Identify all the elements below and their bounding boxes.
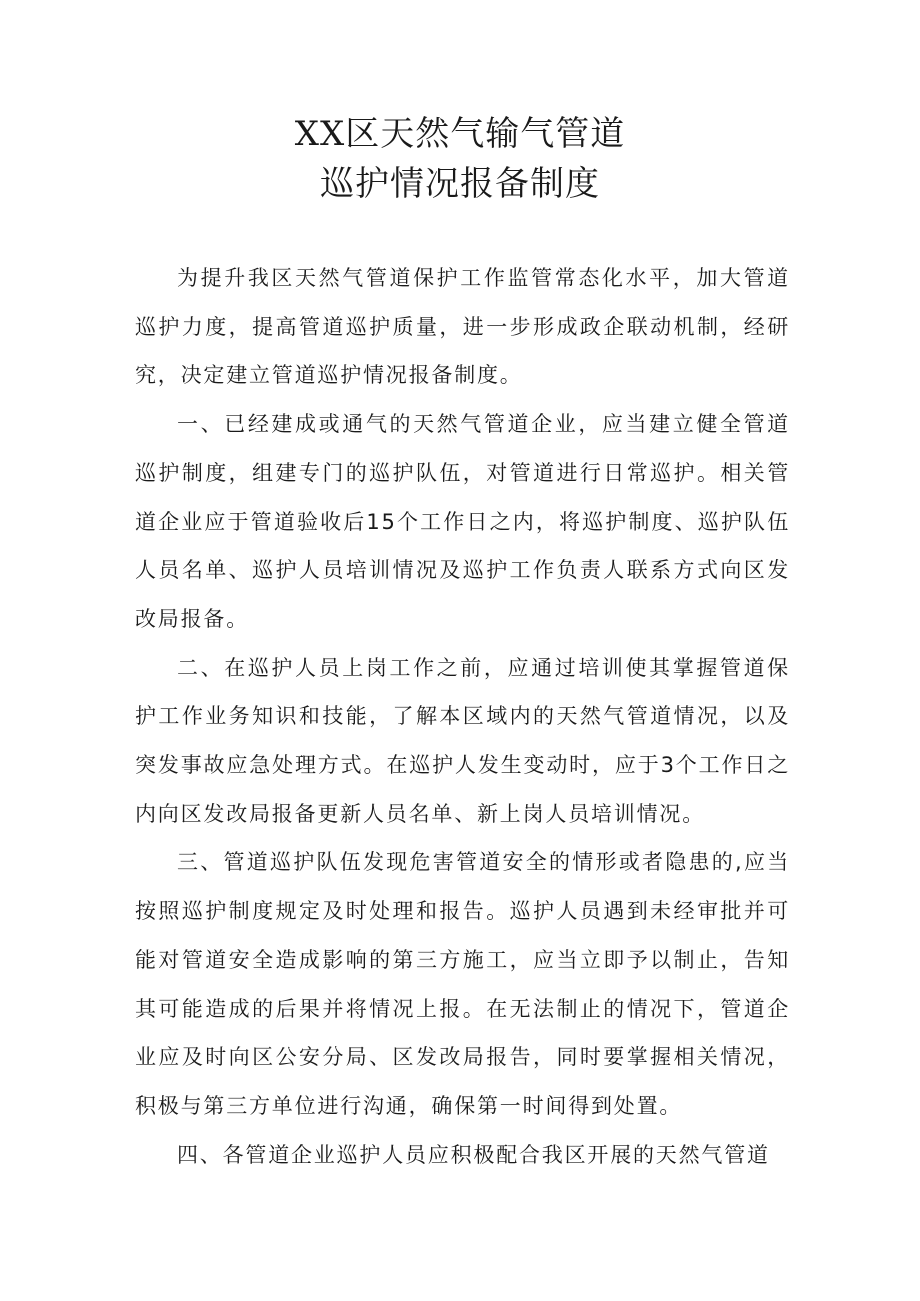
- paragraph-section-2: 二、在巡护人员上岗工作之前，应通过培训使其掌握管道保护工作业务知识和技能，了解本区域内的天然气管道情况，以及突发事故应急处理方式。在巡护人发生变动时，应于3个工作日之内向区发改局报备更新人员名单、新上岗人员培训情况。: [135, 655, 790, 826]
- paragraph-intro: 为提升我区天然气管道保护工作监管常态化水平，加大管道巡护力度，提高管道巡护质量，进一步形成政企联动机制，经研究，决定建立管道巡护情况报备制度。: [135, 266, 790, 388]
- paragraph-section-3: 三、管道巡护队伍发现危害管道安全的情形或者隐患的,应当按照巡护制度规定及时处理和报告。巡护人员遇到未经审批并可能对管道安全造成影响的第三方施工，应当立即予以制止，告知其可能造成的后果并将情况上报。在无法制止的情况下，管道企业应及时向区公安分局、区发改局报告，同时要掌握相关情况，积极与第三方单位进行沟通，确保第一时间得到处置。: [135, 850, 790, 1118]
- document-body: [135, 254, 790, 1179]
- document-title-line1: XX区天然气输气管道: [294, 114, 626, 154]
- paragraph-section-1: 一、已经建成或通气的天然气管道企业，应当建立健全管道巡护制度，组建专门的巡护队伍，对管道进行日常巡护。相关管道企业应于管道验收后15个工作日之内，将巡护制度、巡护队伍人员名单、巡护人员培训情况及巡护工作负责人联系方式向区发改局报备。: [135, 412, 790, 631]
- paragraph-section-4: 四、各管道企业巡护人员应积极配合我区开展的天然气管道: [177, 1142, 770, 1167]
- document-title-line2: 巡护情况报备制度: [320, 164, 600, 204]
